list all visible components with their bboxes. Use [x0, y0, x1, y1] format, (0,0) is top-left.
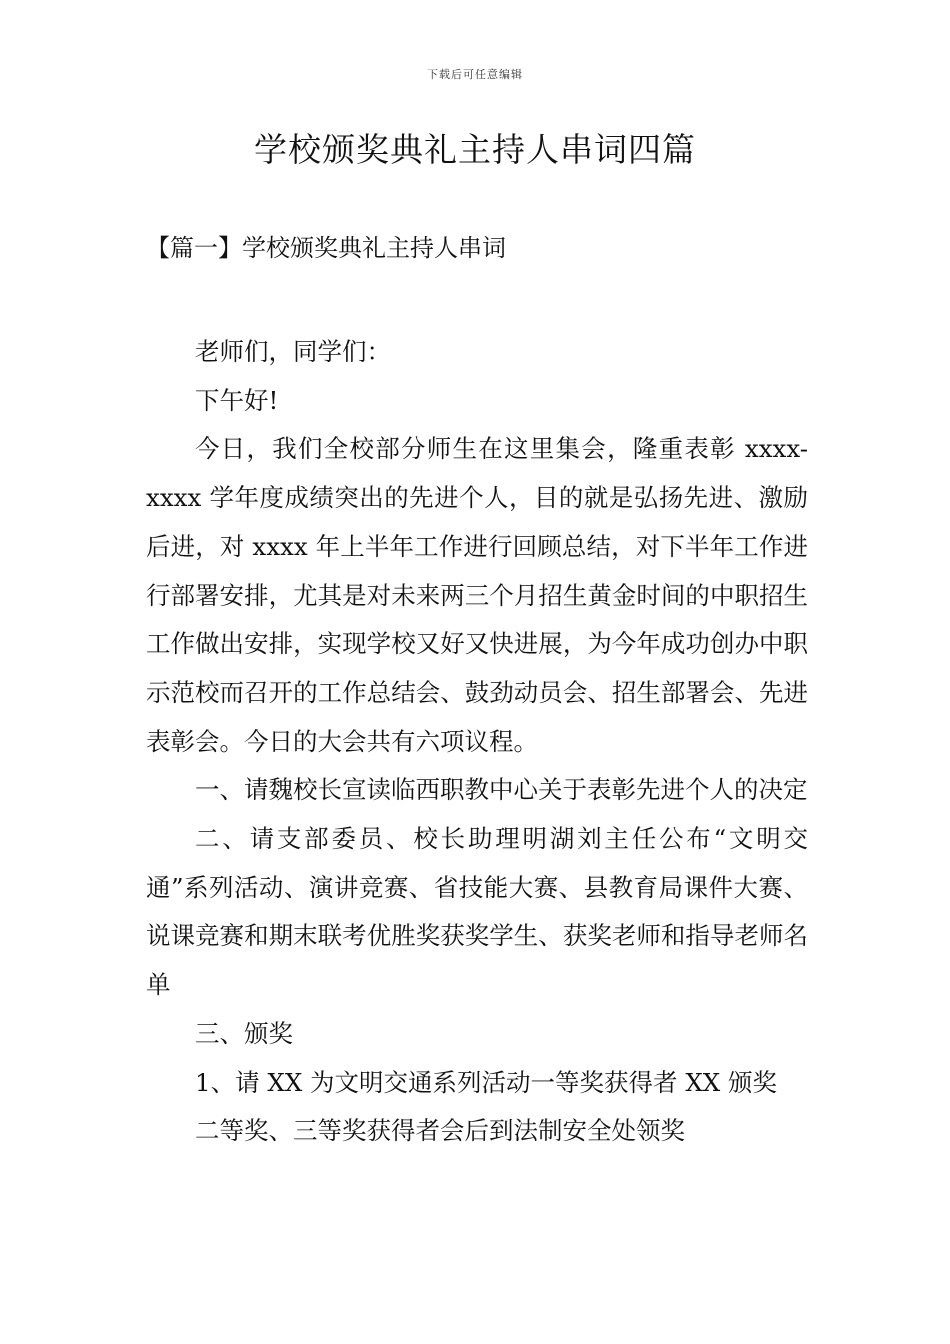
section-heading: 【篇一】学校颁奖典礼主持人串词	[146, 234, 506, 262]
paragraph-agenda-1: 一、请魏校长宣读临西职教中心关于表彰先进个人的决定	[195, 775, 808, 805]
paragraph-greeting: 老师们，同学们：	[195, 337, 391, 366]
body-text	[146, 328, 808, 1156]
paragraph-agenda-2: 二、请支部委员、校长助理明湖刘主任公布“文明交通”系列活动、演讲竞赛、省技能大赛、县教育局课件大赛、说课竞赛和期末联考优胜奖获奖学生、获奖老师和指导老师名单	[146, 824, 808, 1000]
paragraph-good-afternoon: 下午好!	[195, 385, 279, 415]
header-note: 下载后可任意编辑	[427, 68, 523, 81]
paragraph-agenda-3: 三、颁奖	[195, 1018, 293, 1048]
paragraph-award-1: 1、请 XX 为文明交通系列活动一等奖获得者 XX 颁奖	[195, 1067, 778, 1097]
document-title: 学校颁奖典礼主持人串词四篇	[254, 130, 696, 169]
paragraph-intro: 今日，我们全校部分师生在这里集会，隆重表彰 xxxx-xxxx 学年度成绩突出的先进个人，目的就是弘扬先进、激励后进，对 xxxx 年上半年工作进行回顾总结，对下半年工作进行部署安排，尤其是对未来两三个月招生黄金时间的中职招生工作做出安排，实现学校又好又快进展，为今年成功创办中职示范校而召开的工作总结会、鼓劲动员会、招生部署会、先进表彰会。今日的大会共有六项议程。	[146, 434, 808, 756]
paragraph-award-note: 二等奖、三等奖获得者会后到法制安全处领奖	[195, 1116, 685, 1146]
